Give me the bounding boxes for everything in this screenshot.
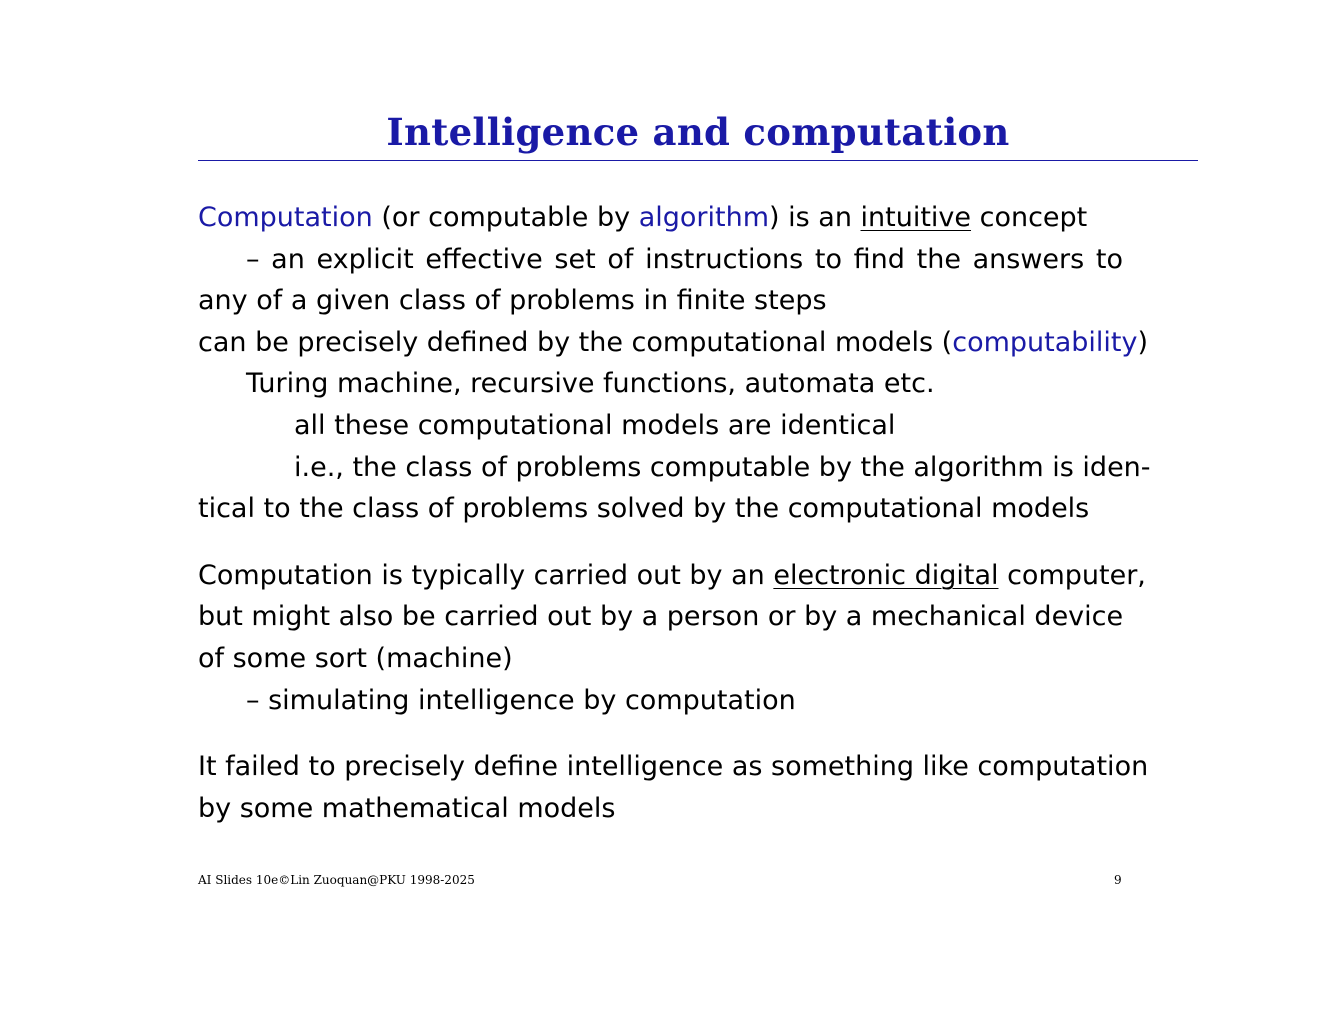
text-line: of some sort (machine) — [198, 642, 513, 674]
term-computability: computability — [952, 326, 1138, 358]
term-computation: Computation — [198, 202, 373, 233]
text-line: any of a given class of problems in finite steps — [198, 285, 827, 317]
text-span: ) is an — [769, 202, 861, 233]
title-rule — [198, 160, 1198, 161]
text-line: Turing machine, recursive functions, automata etc. — [246, 368, 935, 400]
term-electronic-digital: electronic digital — [773, 559, 999, 591]
text-span: can be precisely defined by the computational models ( — [198, 326, 953, 358]
text-span: Computation is typically carried out by an — [198, 559, 774, 591]
page-number: 9 — [1114, 873, 1122, 887]
text-line: by some mathematical models — [198, 792, 616, 824]
text-line — [198, 555, 1146, 597]
text-line: tical to the class of problems solved by the computational models — [198, 493, 1090, 525]
text-line: i.e., the class of problems computable by the algorithm is iden- — [294, 451, 1151, 483]
paragraph-carried-out — [198, 555, 1146, 721]
text-line: It failed to precisely define intelligence as something like computation — [198, 751, 1149, 783]
paragraph-failed — [198, 746, 1149, 829]
text-line: – an explicit effective set of instructions to find the answers to — [246, 243, 1123, 275]
footer-credit: AI Slides 10e©Lin Zuoquan@PKU 1998-2025 — [198, 873, 475, 887]
term-algorithm: algorithm — [638, 202, 769, 233]
text-line: – simulating intelligence by computation — [246, 684, 796, 716]
slide-title: Intelligence and computation — [386, 110, 1010, 154]
text-span: (or computable by — [372, 202, 639, 233]
text-line: but might also be carried out by a person or by a mechanical device — [198, 601, 1124, 633]
paragraph-gap — [198, 530, 1123, 555]
text-span: concept — [971, 202, 1088, 233]
slide-body — [198, 197, 1151, 829]
term-intuitive: intuitive — [860, 202, 972, 233]
text-span: ) — [1137, 326, 1149, 358]
text-line: all these computational models are identical — [294, 409, 896, 441]
text-span: computer, — [998, 559, 1146, 591]
text-line — [198, 322, 1149, 364]
text-line — [198, 197, 1123, 239]
paragraph-gap — [198, 721, 1123, 746]
paragraph-computation — [198, 197, 1151, 530]
